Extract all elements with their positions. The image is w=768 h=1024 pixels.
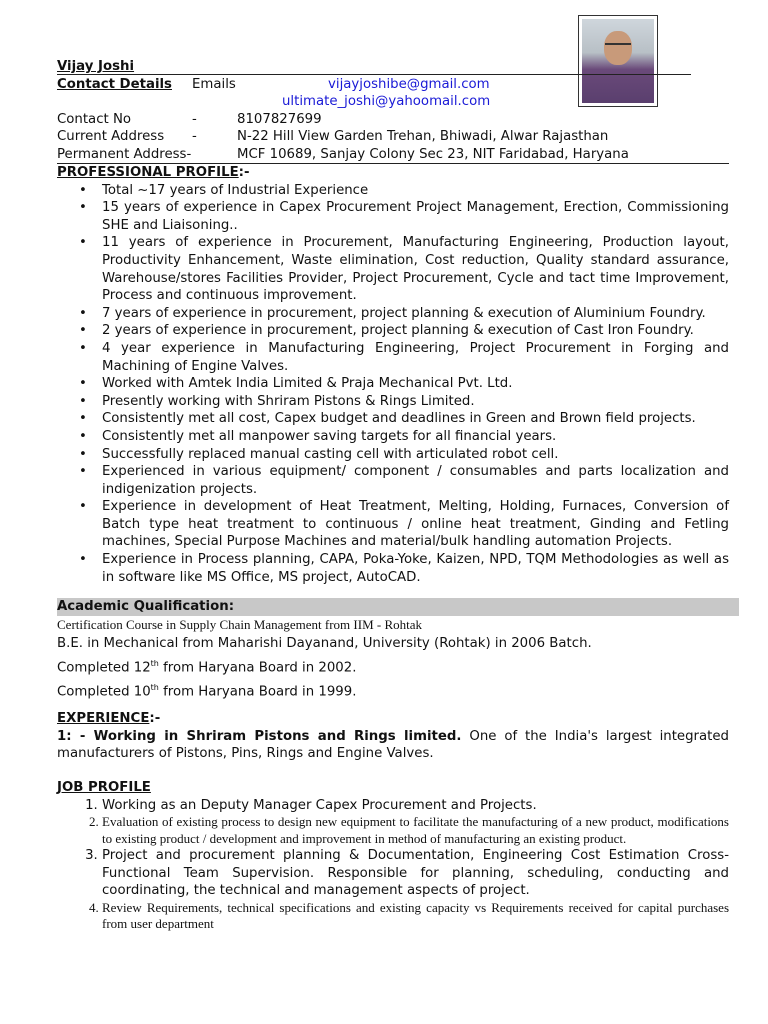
contact-no-dash: - (192, 111, 197, 127)
experience-section (57, 710, 729, 763)
contact-details-label: Contact Details (57, 77, 172, 92)
email-link-2[interactable]: ultimate_joshi@yahoomail.com (282, 94, 491, 110)
academic-line-3: Completed 12th from Haryana Board in 2002. (57, 658, 357, 676)
professional-profile-section (57, 164, 729, 586)
profile-item: • Experience in development of Heat Treatment, Melting, Holding, Furnaces, Conversion of Batch type heat treatment to continuous / online heat treatment, Ginding and Fetling machines, Special Purpose Machines and material/bulk handling automation Projects. (102, 498, 729, 551)
permanent-address-label: Permanent Address- (57, 146, 192, 162)
job-profile-section (57, 779, 729, 933)
email2-row (57, 93, 737, 110)
experience-description: One of the India's largest integrated manufacturers of Pistons, Pins, Rings and Engine Valves. (57, 728, 729, 762)
profile-item: • Total ~17 years of Industrial Experience (102, 182, 729, 200)
experience-heading-suffix: :- (149, 711, 161, 726)
profile-item: • Experienced in various equipment/ component / consumables and parts localization and indigenization projects. (102, 463, 729, 498)
academic-line-1: Certification Course in Supply Chain Management from IIM - Rohtak (57, 616, 423, 632)
emails-label: Emails (192, 77, 236, 92)
academic-line-4: Completed 10th from Haryana Board in 1999. (57, 682, 357, 700)
profile-item: • Consistently met all manpower saving targets for all financial years. (102, 428, 729, 446)
contact-no-label: Contact No (57, 111, 132, 127)
current-address-row (57, 128, 737, 145)
profile-item: • Worked with Amtek India Limited & Praja Mechanical Pvt. Ltd. (102, 375, 729, 393)
permanent-address-row (57, 146, 737, 163)
job-profile-heading: JOB PROFILE (57, 780, 151, 795)
photo-glasses (605, 43, 631, 51)
experience-company: 1: - Working in Shriram Pistons and Rings limited. (57, 728, 462, 744)
job-item: 1. Working as an Deputy Manager Capex Procurement and Projects. (102, 797, 729, 815)
permanent-address-value: MCF 10689, Sanjay Colony Sec 23, NIT Faridabad, Haryana (237, 146, 629, 162)
profile-item: • Presently working with Shriram Pistons & Rings Limited. (102, 393, 729, 411)
academic-heading: Academic Qualification: (57, 598, 739, 616)
job-profile-list (57, 797, 729, 933)
profile-item: • 4 year experience in Manufacturing Engineering, Project Procurement in Forging and Machining of Engine Valves. (102, 340, 729, 375)
current-address-dash: - (192, 129, 197, 145)
current-address-label: Current Address (57, 129, 165, 145)
contact-block (57, 76, 737, 163)
email-link-1[interactable]: vijayjoshibe@gmail.com (328, 77, 490, 92)
job-item: 2. Evaluation of existing process to design new equipment to facilitate the manufacturing of a new product, modifications to existing product / development and improvement in method of manufacturing an existing product. (102, 814, 729, 847)
job-item: 4. Review Requirements, technical specifications and existing capacity vs Requirements received for capital purchases from user department (102, 900, 729, 933)
profile-item: • Experience in Process planning, CAPA, Poka-Yoke, Kaizen, NPD, TQM Methodologies as well as in software like MS Office, MS project, AutoCAD. (102, 551, 729, 586)
profile-item: • 7 years of experience in procurement, project planning & execution of Aluminium Foundry. (102, 305, 729, 323)
profile-list (57, 182, 729, 587)
candidate-name: Vijay Joshi (57, 59, 135, 74)
academic-section (57, 598, 739, 701)
name-line (57, 58, 691, 75)
job-item: 3. Project and procurement planning & Documentation, Engineering Cost Estimation Cross-Functional Team Supervision. Responsible for planning, scheduling, conducting and coordinating, the technical and management aspects of project. (102, 847, 729, 900)
profile-heading-suffix: :- (238, 165, 250, 180)
academic-line-2: B.E. in Mechanical from Maharishi Dayanand, University (Rohtak) in 2006 Batch. (57, 636, 592, 652)
current-address-value: N-22 Hill View Garden Trehan, Bhiwadi, Alwar Rajasthan (237, 129, 609, 145)
emails-row (57, 76, 737, 93)
profile-item: • 11 years of experience in Procurement, Manufacturing Engineering, Production layout, Productivity Enhancement, Waste elimination, Cost reduction, Quality standard assurance, Warehouse/stores Facilities Provider, Project Procurement, Cycle and tact time Improvement, Process and continuous improvement. (102, 234, 729, 304)
profile-item: • 2 years of experience in procurement, project planning & execution of Cast Iron Foundry. (102, 322, 729, 340)
experience-heading: EXPERIENCE (57, 711, 150, 726)
profile-item: • Successfully replaced manual casting cell with articulated robot cell. (102, 446, 729, 464)
profile-heading: PROFESSIONAL PROFILE (57, 165, 239, 180)
contact-no-value: 8107827699 (237, 111, 322, 127)
profile-item: • Consistently met all cost, Capex budget and deadlines in Green and Brown field projects. (102, 410, 729, 428)
profile-item: • 15 years of experience in Capex Procurement Project Management, Erection, Commissioning SHE and Liaisoning.. (102, 199, 729, 234)
experience-lead (57, 728, 729, 763)
contact-no-row (57, 111, 737, 128)
